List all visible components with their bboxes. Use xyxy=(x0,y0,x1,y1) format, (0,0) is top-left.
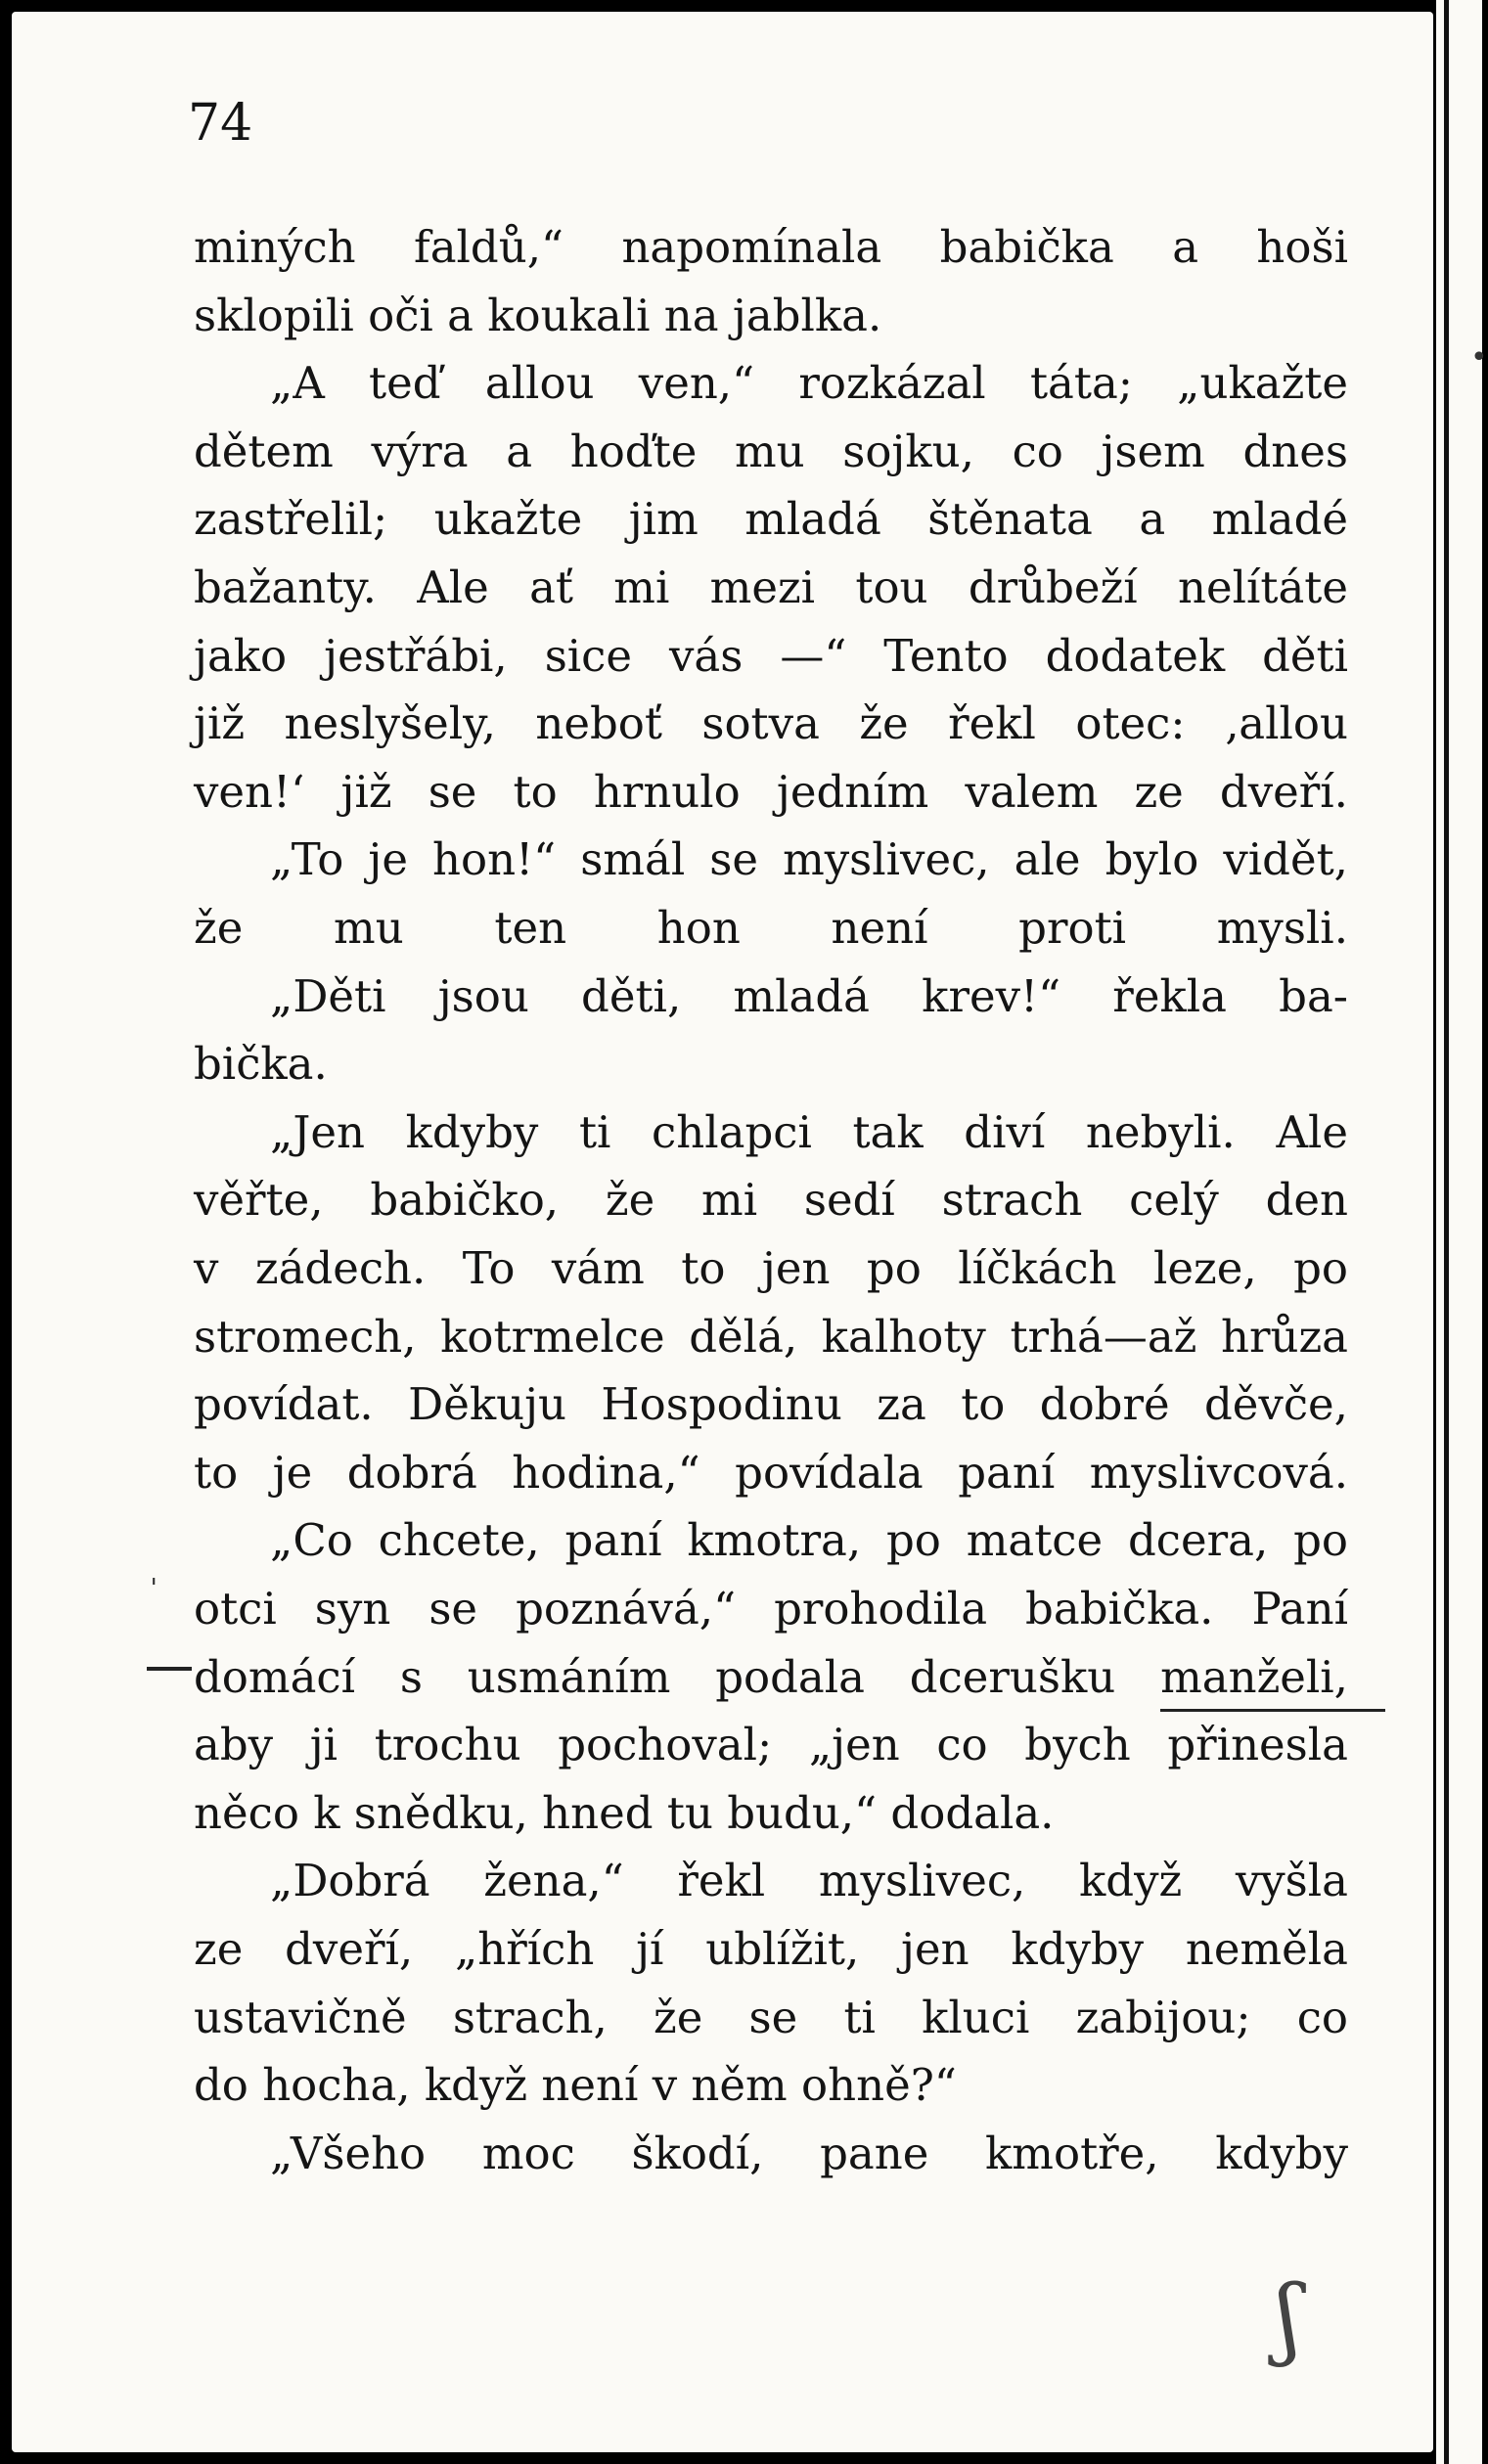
text-line: bička. xyxy=(194,1038,328,1090)
text-line: v zádech. To vám to jen po líčkách leze, po xyxy=(194,1242,1348,1294)
text-line: dětem výra a hoďte mu sojku, co jsem dnes xyxy=(194,426,1348,477)
margin-dash-mark xyxy=(147,1667,192,1671)
pencil-overline-mark xyxy=(1160,1709,1385,1712)
text-line: „Děti jsou děti, mladá krev!“ řekla ba- xyxy=(270,970,1348,1022)
text-line: aby ji trochu pochoval; „jen co bych přinesla xyxy=(194,1719,1348,1770)
text-line: zastřelil; ukažte jim mladá štěnata a mladé xyxy=(194,493,1348,545)
pencil-scribble-mark: ʃ xyxy=(1277,2266,1301,2369)
page-number: 74 xyxy=(188,94,253,153)
text-line: to je dobrá hodina,“ povídala paní myslivcová. xyxy=(194,1447,1348,1499)
text-line: „Jen kdyby ti chlapci tak diví nebyli. Ale xyxy=(270,1106,1348,1158)
text-line: „To je hon!“ smál se myslivec, ale bylo vidět, xyxy=(270,833,1348,885)
text-line: „Co chcete, paní kmotra, po matce dcera, po xyxy=(270,1514,1348,1566)
text-line: již neslyšely, neboť sotva že řekl otec: ‚allou xyxy=(194,697,1348,749)
text-line: miných faldů,“ napomínala babička a hoši xyxy=(194,221,1348,273)
edge-dot-mark: • xyxy=(1470,340,1488,375)
text-line: otci syn se poznává,“ prohodila babička. Paní xyxy=(194,1583,1348,1635)
text-line: ustavičně strach, že se ti kluci zabijou; co xyxy=(194,1992,1348,2043)
text-line: do hocha, když není v něm ohně?“ xyxy=(194,2059,957,2111)
text-line: domácí s usmáním podala dcerušku manželi, xyxy=(194,1651,1348,1703)
text-line: něco k snědku, hned tu budu,“ dodala. xyxy=(194,1787,1055,1839)
text-line: ven!‘ již se to hrnulo jedním valem ze dveří. xyxy=(194,766,1348,818)
text-line: bažanty. Ale ať mi mezi tou drůbeží nelítáte xyxy=(194,561,1348,613)
text-line: stromech, kotrmelce dělá, kalhoty trhá—až hrůza xyxy=(194,1311,1348,1363)
margin-tick-mark: ˈ xyxy=(150,1574,158,1608)
text-line: povídat. Děkuju Hospodinu za to dobré děvče, xyxy=(194,1378,1348,1430)
text-line: „A teď allou ven,“ rozkázal táta; „ukažte xyxy=(270,357,1348,409)
text-line: jako jestřábi, sice vás —“ Tento dodatek děti xyxy=(194,630,1348,682)
text-line: „Všeho moc škodí, pane kmotře, kdyby xyxy=(270,2128,1348,2179)
text-line: ze dveří, „hřích jí ublížit, jen kdyby neměla xyxy=(194,1923,1348,1975)
text-line: že mu ten hon není proti mysli. xyxy=(194,902,1348,954)
text-line: sklopili oči a koukali na jablka. xyxy=(194,290,882,341)
text-line: „Dobrá žena,“ řekl myslivec, když vyšla xyxy=(270,1855,1348,1906)
text-line: věřte, babičko, že mi sedí strach celý den xyxy=(194,1174,1348,1226)
